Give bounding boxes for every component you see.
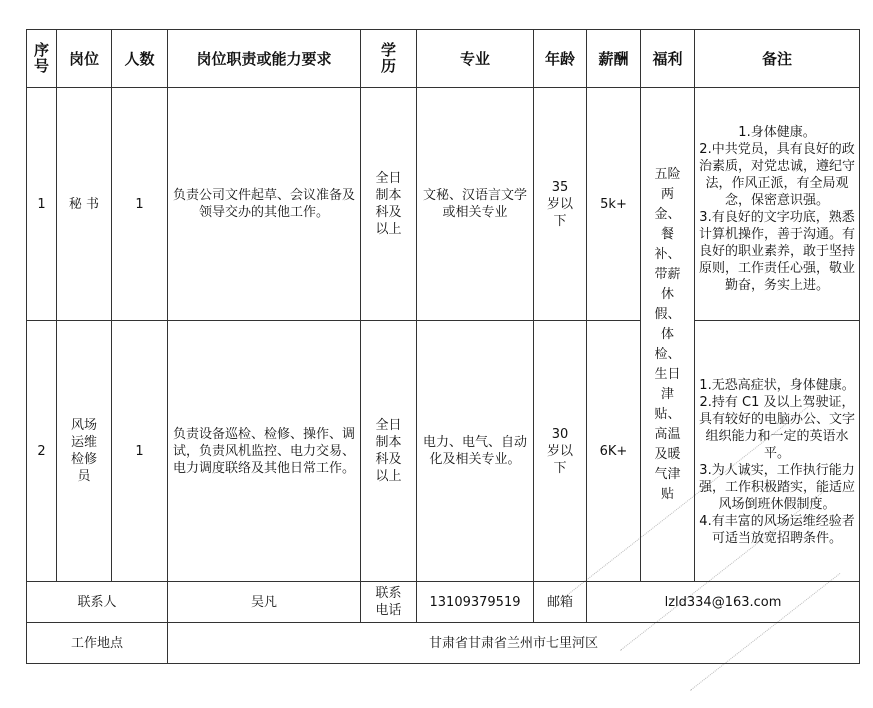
note-line: 2.中共党员，具有良好的政治素质，对党忠诚，遵纪守法，作风正派，有全局观念，保密意识强。 [698, 142, 855, 208]
header-position: 岗位 [57, 30, 112, 88]
cell-count: 1 [112, 88, 168, 321]
cell-notes [695, 321, 860, 582]
cell-education: 全日制本科及以上 [361, 88, 417, 321]
header-seq: 序号 [27, 30, 57, 88]
address-row [27, 623, 860, 664]
contact-person: 吴凡 [168, 582, 361, 623]
header-notes: 备注 [695, 30, 860, 88]
job-table [26, 29, 860, 664]
cell-major: 文秘、汉语言文学或相关专业 [417, 88, 534, 321]
note-line: 2.持有 C1 及以上驾驶证，具有较好的电脑办公、文字组织能力和一定的英语水平。 [698, 395, 855, 461]
cell-seq: 1 [27, 88, 57, 321]
cell-position: 风场运维检修员 [57, 321, 112, 582]
header-salary: 薪酬 [587, 30, 641, 88]
cell-salary: 6K+ [587, 321, 641, 582]
cell-education: 全日制本科及以上 [361, 321, 417, 582]
header-welfare: 福利 [641, 30, 695, 88]
header-age: 年龄 [534, 30, 587, 88]
cell-major: 电力、电气、自动化及相关专业。 [417, 321, 534, 582]
table-row [27, 321, 860, 582]
header-row [27, 30, 860, 88]
contact-person-label: 联系人 [27, 582, 168, 623]
cell-duties: 负责公司文件起草、会议准备及领导交办的其他工作。 [168, 88, 361, 321]
cell-notes [695, 88, 860, 321]
header-duties: 岗位职责或能力要求 [168, 30, 361, 88]
cell-count: 1 [112, 321, 168, 582]
cell-welfare: 五险两金、餐补、带薪休假、体检、生日津贴、高温及暖气津贴 [641, 88, 695, 582]
cell-salary: 5k+ [587, 88, 641, 321]
note-line: 1.无恐高症状，身体健康。 [699, 378, 855, 393]
cell-age: 35 岁以下 [534, 88, 587, 321]
header-major: 专业 [417, 30, 534, 88]
cell-age: 30 岁以下 [534, 321, 587, 582]
note-line: 3.为人诚实，工作执行能力强，工作积极踏实，能适应风场倒班休假制度。 [698, 463, 855, 512]
note-line: 4.有丰富的风场运维经验者可适当放宽招聘条件。 [699, 514, 855, 546]
note-line: 3.有良好的文字功底，熟悉计算机操作，善于沟通。有良好的职业素养，敢于坚持原则，工作责任心强，敬业勤奋，务实上进。 [698, 210, 855, 293]
cell-duties: 负责设备巡检、检修、操作、调试，负责风机监控、电力交易、电力调度联络及其他日常工作。 [168, 321, 361, 582]
table-row [27, 88, 860, 321]
contact-phone: 13109379519 [417, 582, 534, 623]
address-value: 甘肃省甘肃省兰州市七里河区 [168, 623, 860, 664]
contact-email-label: 邮箱 [534, 582, 587, 623]
address-label: 工作地点 [27, 623, 168, 664]
contact-email: lzld334@163.com [587, 582, 860, 623]
contact-phone-label: 联系电话 [361, 582, 417, 623]
header-education: 学历 [361, 30, 417, 88]
contact-row [27, 582, 860, 623]
cell-seq: 2 [27, 321, 57, 582]
note-line: 1.身体健康。 [738, 125, 816, 140]
header-count: 人数 [112, 30, 168, 88]
cell-position: 秘 书 [57, 88, 112, 321]
